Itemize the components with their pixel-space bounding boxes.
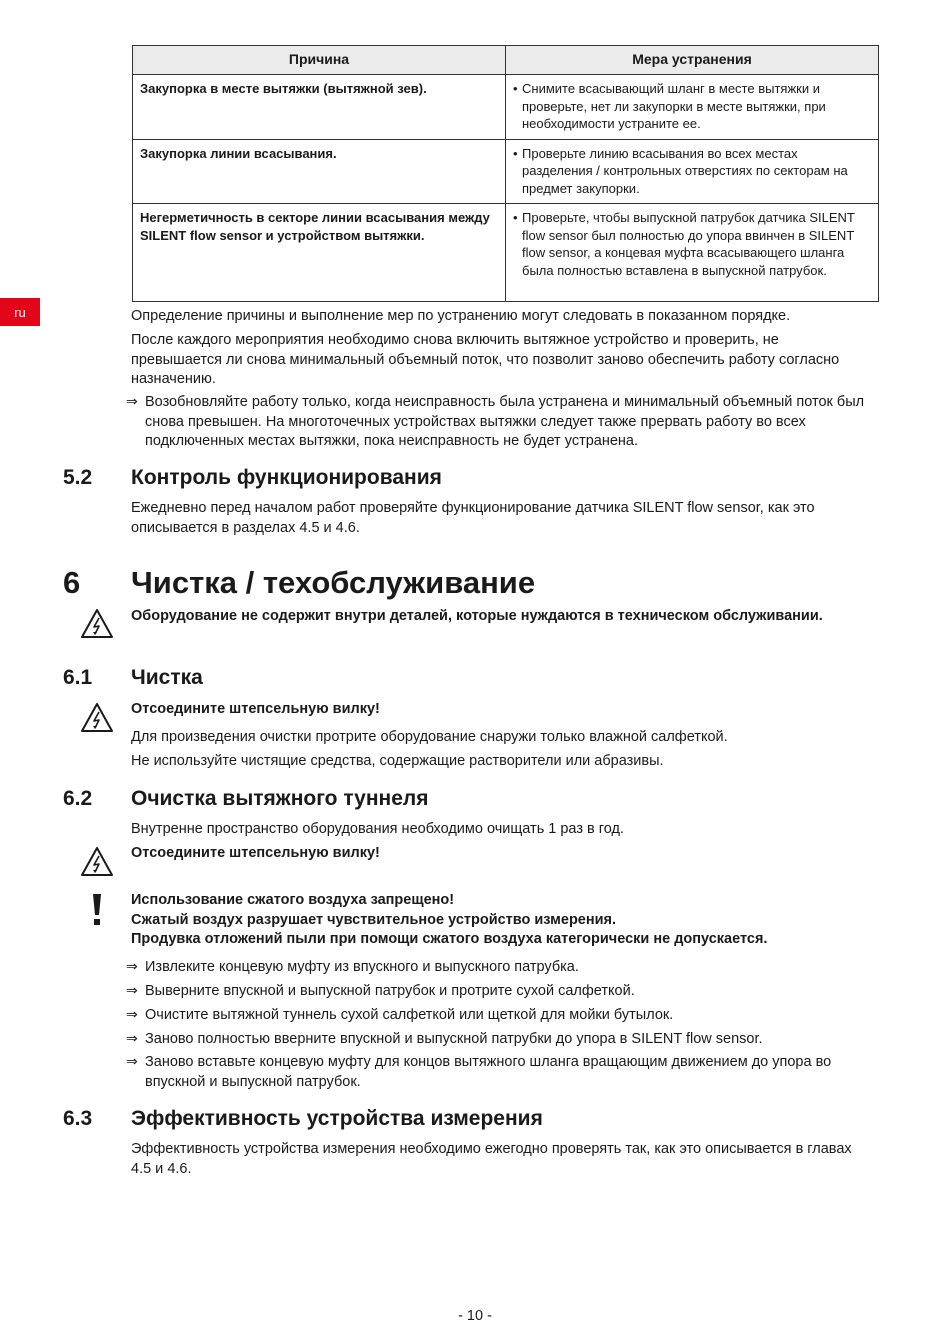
table-row [133, 204, 879, 302]
caution-line: Сжатый воздух разрушает чувствительное устройство измерения. [131, 911, 617, 928]
arrow-icon: ⇒ [126, 394, 138, 410]
unplug-warning: Отсоедините штепсельную вилку! [131, 845, 380, 861]
arrow-icon: ⇒ [126, 983, 138, 999]
intro-instruction [126, 393, 874, 452]
chapter-title: Чистка / техобслуживание [131, 565, 536, 600]
step-text: Заново полностью вверните впускной и выпускной патрубки до упора в SILENT flow sensor. [145, 1031, 763, 1047]
cause-cell: Закупорка в месте вытяжки (вытяжной зев). [133, 75, 506, 140]
step-text: Выверните впускной и выпускной патрубок и протрите сухой салфеткой. [145, 983, 635, 999]
unplug-warning: Отсоедините штепсельную вилку! [131, 701, 380, 717]
remedy-cell: • Снимите всасывающий шланг в месте вытяжки и проверьте, нет ли закупорки в месте вытяжки, при необходимости устраните ее. [506, 75, 879, 140]
caution-line: Продувка отложений пыли при помощи сжатого воздуха категорически не допускается. [131, 931, 768, 947]
arrow-icon: ⇒ [126, 959, 138, 975]
section-number: 6.1 [63, 666, 93, 689]
step-item [126, 982, 874, 1002]
section-number: 6.3 [63, 1107, 93, 1130]
step-item [126, 958, 874, 978]
chapter-number: 6 [63, 565, 81, 600]
step-item [126, 1053, 874, 1092]
section-title: Эффективность устройства измерения [131, 1107, 543, 1130]
remedy-text: Проверьте линию всасывания во всех местах разделения / контрольных отверстиях по секторам на предмет закупорки. [522, 145, 848, 196]
section-number: 5.2 [63, 466, 93, 489]
table-row [133, 75, 879, 140]
electrical-hazard-icon [80, 702, 114, 733]
chapter-warning: Оборудование не содержит внутри деталей, которые нуждаются в техническом обслуживании. [131, 608, 823, 624]
arrow-icon: ⇒ [126, 1007, 138, 1023]
header-remedy: Мера устранения [506, 46, 879, 75]
section-text: Внутренне пространство оборудования необходимо очищать 1 раз в год. [131, 821, 624, 837]
header-cause: Причина [133, 46, 506, 75]
cleaning-paragraph-2: Не используйте чистящие средства, содержащие растворители или абразивы. [131, 753, 664, 769]
compressed-air-caution [131, 891, 873, 950]
cleaning-paragraph-1: Для произведения очистки протрите оборудование снаружи только влажной салфеткой. [131, 729, 728, 745]
language-tab: ru [0, 298, 40, 326]
table-row [133, 139, 879, 204]
caution-line: Использование сжатого воздуха запрещено! [131, 892, 455, 908]
section-title: Очистка вытяжного туннеля [131, 787, 429, 810]
section-text: Ежедневно перед началом работ проверяйте функционирование датчика SILENT flow sensor, как это описывается в разделах 4.5 и 4.6. [131, 500, 815, 536]
electrical-hazard-icon [80, 608, 114, 639]
section-number: 6.2 [63, 787, 93, 810]
section-title: Чистка [131, 666, 203, 689]
section-title: Контроль функционирования [131, 466, 442, 489]
page-number: - 10 - [458, 1308, 492, 1324]
exclamation-icon [91, 893, 103, 927]
remedy-text: Проверьте, чтобы выпускной патрубок датчика SILENT flow sensor был полностью до упора ввинчен в SILENT flow sensor, а концевая муфта всасывающего шланга была полностью вставлена в выпускной патрубок. [522, 210, 855, 278]
table-header-row [133, 46, 879, 75]
arrow-icon: ⇒ [126, 1054, 138, 1070]
step-text: Извлеките концевую муфту из впускного и выпускного патрубка. [145, 959, 579, 975]
electrical-hazard-icon [80, 846, 114, 877]
step-item [126, 1006, 874, 1026]
cause-cell: Закупорка линии всасывания. [133, 139, 506, 204]
instruction-text: Возобновляйте работу только, когда неисправность была устранена и минимальный объемный поток был снова превышен. На многоточечных устройствах вытяжки следует также прервать работу во всех подключенных местах вытяжки, пока неисправность не будет устранена. [145, 394, 865, 449]
section-text: Эффективность устройства измерения необходимо ежегодно проверять так, как это описывается в главах 4.5 и 4.6. [131, 1141, 852, 1177]
intro-paragraph-1: Определение причины и выполнение мер по устранению могут следовать в показанном порядке. [131, 308, 791, 324]
cause-cell: Негерметичность в секторе линии всасывания между SILENT flow sensor и устройством вытяжки. [133, 204, 506, 302]
remedy-text: Снимите всасывающий шланг в месте вытяжки и проверьте, нет ли закупорки в месте вытяжки, при необходимости устраните ее. [522, 81, 826, 131]
troubleshooting-table [132, 45, 879, 302]
step-text: Заново вставьте концевую муфту для концов вытяжного шланга вращающим движением до упора во впускной и выпускной патрубок. [145, 1054, 832, 1090]
step-text: Очистите вытяжной туннель сухой салфеткой или щеткой для мойки бутылок. [145, 1007, 674, 1023]
arrow-icon: ⇒ [126, 1031, 138, 1047]
intro-paragraph-2: После каждого мероприятия необходимо снова включить вытяжное устройство и проверить, не превышается ли снова минимальный объемный поток, что позволит заново обеспечить работу согласно назначению. [131, 332, 840, 387]
remedy-cell: • Проверьте линию всасывания во всех местах разделения / контрольных отверстиях по секторам на предмет закупорки. [506, 139, 879, 204]
remedy-cell: • Проверьте, чтобы выпускной патрубок датчика SILENT flow sensor был полностью до упора ввинчен в SILENT flow sensor, а концевая муфта всасывающего шланга была полностью вставлена в выпускной патрубок. [506, 204, 879, 302]
step-item [126, 1030, 874, 1050]
